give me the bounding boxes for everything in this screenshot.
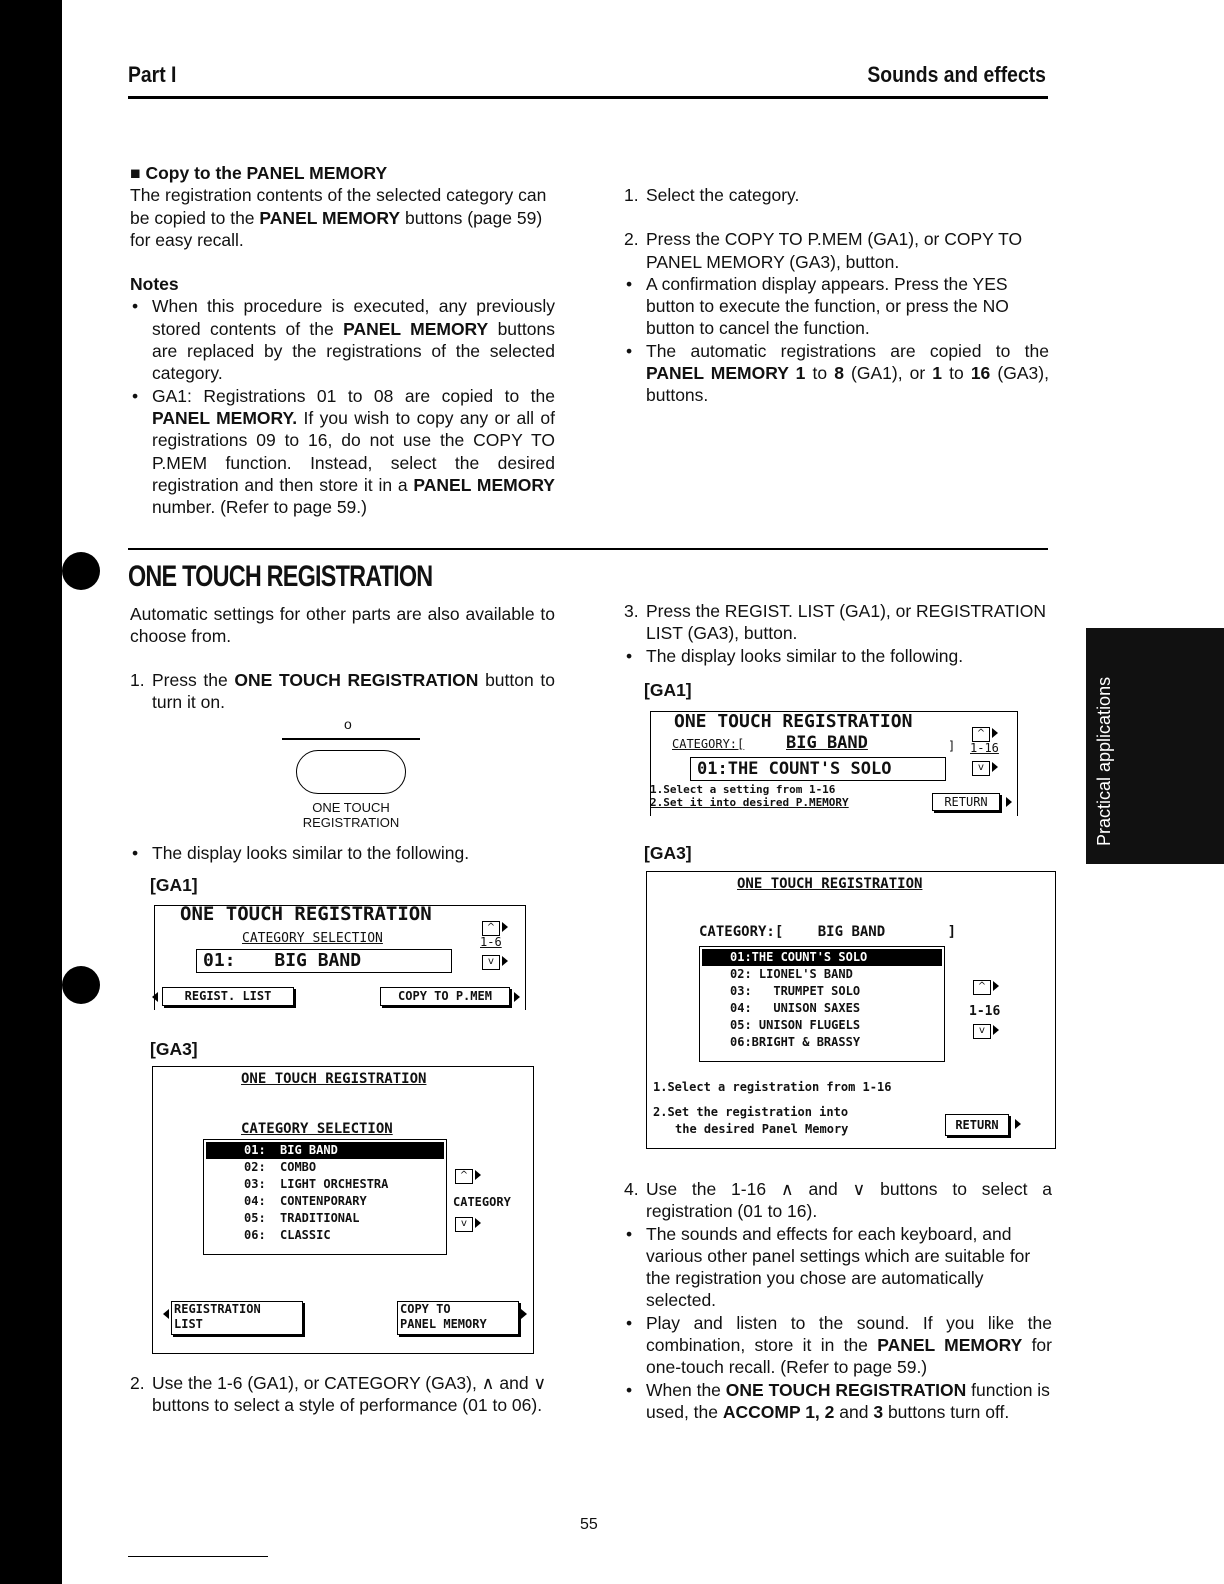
- ga3-cat-up-button[interactable]: ^: [455, 1169, 473, 1184]
- category-list-item[interactable]: [206, 1142, 444, 1159]
- note2-text-c: number. (Refer to page 59.): [152, 497, 367, 518]
- otr-step4-b3-text-b: function is used, the: [646, 1379, 1050, 1422]
- ga1-label-right: [GA1]: [644, 680, 692, 700]
- otr-step2-item: [130, 1372, 555, 1417]
- category-item-number: 02:: [244, 1160, 266, 1174]
- arrow-right-icon: [502, 956, 508, 966]
- ga1-cat-down-button[interactable]: v: [482, 955, 500, 970]
- note-item-1: [130, 295, 555, 384]
- ga1-reg-help-2: 2.Set it into desired P.MEMORY: [650, 796, 849, 809]
- ga3-reg-help-1: 1.Select a registration from 1-16: [653, 1080, 892, 1094]
- arrow-right-icon: [1006, 797, 1012, 807]
- otr-section-title: ONE TOUCH REGISTRATION: [128, 560, 433, 593]
- note2-bold-2: PANEL MEMORY: [413, 474, 555, 495]
- ga3-category-display: [152, 1066, 534, 1354]
- bullet-icon: •: [626, 1223, 633, 1244]
- ga3-category-items: [204, 1142, 446, 1244]
- ga3-cat-title: ONE TOUCH REGISTRATION: [241, 1071, 427, 1087]
- arrow-right-icon: [521, 1309, 527, 1319]
- otr-step4-bullet1-text: The sounds and effects for each keyboard, and various other panel settings which are suitable for the registration you chose are automatically selected.: [646, 1223, 1031, 1311]
- otr-step3-list: [624, 600, 1049, 667]
- ga1-reg-down-button[interactable]: v: [972, 761, 990, 776]
- otr-step4-text: Use the 1-16 ∧ and ∨ buttons to select a registration (01 to 16).: [646, 1179, 1052, 1222]
- copy-intro-bold: PANEL MEMORY: [259, 207, 401, 228]
- copy-intro-text-2: buttons (page 59) for easy recall.: [130, 207, 543, 250]
- category-item-name: COMBO: [280, 1160, 317, 1174]
- category-item-name: LIGHT ORCHESTRA: [280, 1177, 389, 1191]
- ga1-cat-value: [196, 949, 452, 973]
- registration-list-item[interactable]: 03: TRUMPET SOLO: [730, 984, 861, 998]
- otr-step1-bold: ONE TOUCH REGISTRATION: [234, 670, 479, 690]
- registration-list-item[interactable]: 01:THE COUNT'S SOLO: [702, 949, 942, 966]
- ga3-cat-subtitle: CATEGORY SELECTION: [241, 1121, 393, 1137]
- ga1-reg-range: 1-16: [970, 741, 999, 755]
- category-item-number: 05:: [244, 1211, 266, 1225]
- ga1-reg-title: ONE TOUCH REGISTRATION: [674, 711, 913, 732]
- ga1-cat-title: ONE TOUCH REGISTRATION: [180, 903, 432, 925]
- arrow-right-icon: [993, 1025, 999, 1035]
- ga1-cat-subtitle: CATEGORY SELECTION: [242, 931, 383, 946]
- ga3-reg-range: 1-16: [969, 1004, 1001, 1019]
- section-divider: [128, 548, 1048, 550]
- arrow-right-icon: [992, 762, 998, 772]
- ga1-registration-display: [646, 711, 1020, 815]
- header-rule: [128, 96, 1048, 99]
- copy-step2-b2-to-1: to: [812, 363, 828, 384]
- otr-step4-b3-text-c: and: [839, 1401, 869, 1422]
- copy-step-1: [624, 184, 1049, 206]
- copy-steps: [624, 184, 1049, 407]
- ga3-label-left: [GA3]: [150, 1039, 198, 1059]
- otr-step-4: [624, 1178, 1052, 1423]
- ga1-reg-value: 01:THE COUNT'S SOLO: [690, 757, 946, 781]
- note1-text-a: When this procedure is executed, any previously stored contents of the: [152, 296, 555, 339]
- arrow-right-icon: [1015, 1119, 1021, 1129]
- ga3-registration-display: [646, 871, 1056, 1149]
- copy-step2-b2-bold-2: 8: [834, 363, 844, 384]
- copy-step2-b2-mid: (GA1), or: [851, 363, 926, 384]
- category-item-number: 01:: [244, 1143, 266, 1157]
- step-number: 3.: [624, 601, 639, 621]
- ga3-reg-help-2: [653, 1104, 848, 1138]
- copy-step1-text: Select the category.: [646, 185, 800, 205]
- bullet-icon: •: [626, 340, 633, 361]
- ga1-reg-up-button[interactable]: ^: [972, 727, 990, 742]
- category-list-item[interactable]: [206, 1210, 444, 1227]
- bullet-icon: •: [132, 296, 139, 317]
- display-note-left-item: [130, 842, 555, 864]
- hole-punch-icon: [62, 552, 100, 590]
- ga1-reg-category: [672, 737, 744, 751]
- category-list-item[interactable]: [206, 1193, 444, 1210]
- bullet-icon: •: [626, 1312, 633, 1333]
- ga1-cat-range: 1-6: [480, 935, 502, 949]
- ga1-cat-value-num: 01:: [203, 950, 236, 971]
- copy-to-panel-memory-line-1: COPY TO: [400, 1302, 451, 1316]
- ga3-reg-category-label: CATEGORY:[: [699, 924, 784, 940]
- ga1-reg-help-1: 1.Select a setting from 1-16: [650, 783, 836, 796]
- ga3-reg-help-2b: the desired Panel Memory: [675, 1122, 849, 1136]
- notes-list: [130, 295, 555, 518]
- page-number: 55: [580, 1516, 598, 1533]
- note2-text-b: If you wish to copy any or all of registrations 09 to 16, do not use the COPY TO P.MEM function. Instead, select the desired registration and then store it in a: [152, 407, 555, 495]
- otr-step3-text: Press the REGIST. LIST (GA1), or REGISTRATION LIST (GA3), button.: [646, 601, 1046, 644]
- button-panel-rule: [282, 738, 420, 740]
- header-part: Part I: [128, 62, 177, 87]
- one-touch-registration-button[interactable]: [296, 750, 406, 794]
- copy-step2-bullet-1: [624, 273, 1049, 340]
- otr-step4-bullet-2: [624, 1312, 1052, 1379]
- arrow-right-icon: [514, 992, 520, 1002]
- button-label: [282, 800, 420, 830]
- button-label-line-2: REGISTRATION: [302, 815, 400, 830]
- bullet-icon: •: [626, 273, 633, 294]
- copy-to-pmem-button[interactable]: COPY TO P.MEM: [380, 987, 510, 1006]
- ga3-registration-list: [699, 946, 945, 1062]
- ga1-label-left: [GA1]: [150, 875, 198, 895]
- category-item-number: 06:: [244, 1228, 266, 1242]
- copy-step2-b2-end: (GA3), buttons.: [646, 363, 1049, 406]
- otr-intro: [130, 603, 555, 648]
- otr-step4-bullet-1: [624, 1223, 1052, 1312]
- note2-bold-1: PANEL MEMORY.: [152, 407, 298, 428]
- otr-step4-b3-text-a: When the: [646, 1379, 721, 1400]
- category-item-name: CONTENPORARY: [280, 1194, 367, 1208]
- otr-step4-item: [624, 1178, 1052, 1223]
- step-number: 2.: [624, 229, 639, 250]
- otr-step1-list: [130, 669, 555, 714]
- copy-step2-b2-to-2: to: [949, 363, 964, 384]
- otr-step4-list: [624, 1178, 1052, 1423]
- registration-list-item[interactable]: 05: UNISON FLUGELS: [730, 1018, 861, 1032]
- ga3-label-right: [GA3]: [644, 843, 692, 863]
- copy-step2-text: Press the COPY TO P.MEM (GA1), or COPY TO PANEL MEMORY (GA3), button.: [646, 229, 1023, 272]
- ga3-reg-title: ONE TOUCH REGISTRATION: [737, 876, 923, 892]
- registration-list-line-1: REGISTRATION: [174, 1302, 261, 1316]
- arrow-left-icon: [163, 1309, 169, 1319]
- otr-step4-bullet-3: [624, 1379, 1052, 1424]
- otr-intro-text: Automatic settings for other parts are also available to choose from.: [130, 604, 555, 647]
- copy-step-2: [624, 228, 1049, 273]
- scan-edge-left: [0, 0, 62, 1584]
- ga1-reg-help: [650, 783, 849, 809]
- ga3-reg-down-button[interactable]: v: [973, 1024, 991, 1039]
- footnote-rule: [128, 1556, 268, 1557]
- copy-step2-b2-bold-4: 16: [970, 363, 991, 384]
- registration-list-item[interactable]: 04: UNISON SAXES: [730, 1001, 861, 1015]
- otr-step-1: [130, 669, 555, 714]
- arrow-right-icon: [475, 1218, 481, 1228]
- regist-list-button[interactable]: REGIST. LIST: [162, 987, 294, 1006]
- display-note-left-list: [130, 842, 555, 864]
- display-note-left-text: The display looks similar to the following.: [152, 843, 470, 863]
- category-list-item[interactable]: [206, 1176, 444, 1193]
- ga1-category-display: [150, 905, 528, 1009]
- category-list-item[interactable]: [206, 1159, 444, 1176]
- otr-step1-item: [130, 669, 555, 714]
- otr-step2-list: [130, 1372, 555, 1417]
- copy-section-left: [130, 162, 555, 518]
- category-item-number: 03:: [244, 1177, 266, 1191]
- copy-to-panel-memory-button[interactable]: [397, 1301, 519, 1335]
- otr-step1-text-b: button to turn it on.: [152, 670, 555, 713]
- otr-step3-bullet: [624, 645, 1049, 667]
- arrow-right-icon: [993, 981, 999, 991]
- step-number: 1.: [130, 670, 145, 690]
- note1-bold: PANEL MEMORY: [343, 318, 489, 339]
- registration-list-button[interactable]: [171, 1301, 303, 1335]
- ga1-reg-category-close: ]: [948, 739, 956, 753]
- category-item-name: TRADITIONAL: [280, 1211, 360, 1225]
- square-bullet-icon: ■: [130, 163, 141, 183]
- copy-step2-b2-bold-3: 1: [932, 363, 943, 384]
- note-item-2: [130, 385, 555, 519]
- bullet-icon: •: [132, 385, 139, 406]
- copy-to-panel-memory-line-2: PANEL MEMORY: [400, 1317, 487, 1331]
- ga3-reg-help-2a: 2.Set the registration into: [653, 1105, 849, 1119]
- arrow-right-icon: [992, 728, 998, 738]
- ga3-reg-category-value: BIG BAND: [817, 924, 886, 940]
- category-item-number: 04:: [244, 1194, 266, 1208]
- category-item-name: BIG BAND: [280, 1143, 338, 1157]
- ga1-return-button[interactable]: RETURN: [932, 793, 1000, 811]
- otr-step4-b3-bold-3: 3: [873, 1401, 884, 1422]
- ga3-registration-items: [700, 949, 944, 1051]
- step-number: 4.: [624, 1179, 639, 1199]
- otr-step4-b3-bold-2: ACCOMP 1, 2: [722, 1401, 835, 1422]
- registration-list-item[interactable]: 06:BRIGHT & BRASSY: [730, 1035, 861, 1049]
- otr-step4-b3-text-d: buttons turn off.: [887, 1401, 1010, 1422]
- step-number: 2.: [130, 1373, 145, 1393]
- otr-step3-item: [624, 600, 1049, 645]
- copy-step2-bullet1-text: A confirmation display appears. Press the YES button to execute the function, or press the NO button to cancel the function.: [646, 273, 1009, 339]
- copy-intro-text-1: The registration contents of the selected category can be copied to the: [130, 185, 547, 228]
- ga1-cat-value-name: BIG BAND: [274, 950, 362, 971]
- note2-text-a: GA1: Registrations 01 to 08 are copied to the: [152, 385, 555, 406]
- ga1-cat-up-button[interactable]: ^: [482, 921, 500, 936]
- copy-intro: [130, 184, 555, 251]
- otr-step4-b3-bold-1: ONE TOUCH REGISTRATION: [725, 1379, 967, 1400]
- notes-heading: Notes: [130, 274, 179, 295]
- ga3-return-button[interactable]: RETURN: [945, 1114, 1009, 1136]
- bullet-icon: •: [626, 645, 633, 666]
- ga3-cat-down-button[interactable]: v: [455, 1217, 473, 1232]
- bullet-icon: •: [626, 1379, 633, 1400]
- otr-step4-b2-bold: PANEL MEMORY: [877, 1335, 1023, 1356]
- otr-step4-b2-text-a: Play and listen to the sound. If you like the combination, store it in the: [646, 1312, 1052, 1356]
- note1-text-b: buttons are replaced by the registrations of the selected category.: [152, 318, 555, 384]
- ga3-category-label: CATEGORY: [453, 1195, 511, 1209]
- step-number: 1.: [624, 185, 639, 205]
- otr-step-3: [624, 600, 1049, 667]
- header-section: Sounds and effects: [867, 62, 1046, 87]
- arrow-right-icon: [502, 922, 508, 932]
- display-note-left: [130, 842, 555, 864]
- copy-step2-bullet-2: [624, 340, 1049, 407]
- otr-step-2: [130, 1372, 555, 1417]
- arrow-left-icon: [152, 992, 158, 1002]
- otr-step4-b2-text-b: for one-touch recall. (Refer to page 59.): [646, 1335, 1052, 1378]
- hole-punch-icon: [62, 966, 100, 1004]
- registration-list-line-2: LIST: [174, 1317, 203, 1331]
- ga3-reg-up-button[interactable]: ^: [973, 980, 991, 995]
- copy-section-right: [624, 184, 1049, 407]
- ga3-category-list: [203, 1139, 447, 1255]
- bullet-icon: •: [132, 843, 139, 863]
- otr-step1-text-a: Press the: [152, 670, 228, 690]
- ga3-reg-category: [699, 924, 956, 940]
- copy-step2-b2-text-a: The automatic registrations are copied to the: [646, 340, 1049, 361]
- display-note-right-text: The display looks similar to the following.: [646, 645, 964, 666]
- copy-heading: [130, 162, 555, 184]
- copy-step2-b2-bold-1: PANEL MEMORY 1: [646, 363, 806, 384]
- ga1-reg-category-value: BIG BAND: [786, 733, 868, 753]
- ga1-reg-category-label: CATEGORY:[: [672, 737, 745, 751]
- category-list-item[interactable]: [206, 1227, 444, 1244]
- ga3-reg-category-close: ]: [947, 924, 957, 940]
- button-label-line-1: ONE TOUCH: [312, 800, 390, 815]
- category-item-name: CLASSIC: [280, 1228, 331, 1242]
- arrow-right-icon: [475, 1170, 481, 1180]
- side-tab-label: Practical applications: [1094, 676, 1114, 846]
- registration-list-item[interactable]: 02: LIONEL'S BAND: [730, 967, 853, 981]
- button-led-indicator: o: [344, 716, 352, 732]
- otr-step2-text: Use the 1-6 (GA1), or CATEGORY (GA3), ∧ and ∨ buttons to select a style of performance (01 to 06).: [152, 1373, 547, 1416]
- copy-heading-text: Copy to the PANEL MEMORY: [145, 163, 388, 183]
